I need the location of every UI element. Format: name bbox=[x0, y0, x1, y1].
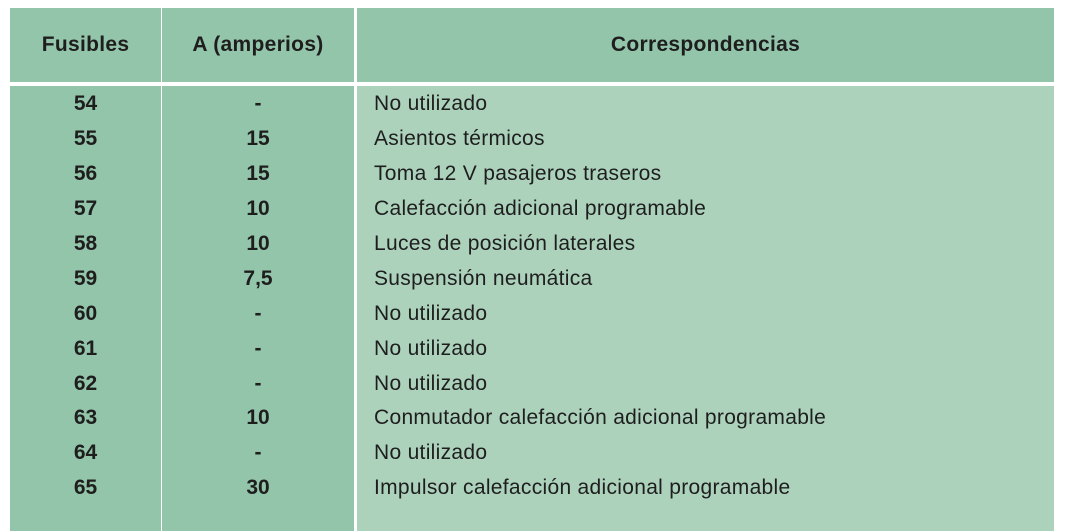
cell-fusible: 65 bbox=[73, 476, 98, 500]
cell-amperios: 30 bbox=[246, 476, 270, 500]
cell-correspondencia: No utilizado bbox=[374, 371, 488, 395]
cell-amperios: 7,5 bbox=[243, 266, 273, 290]
table-row bbox=[10, 122, 1054, 157]
cell-correspondencia: Calefacción adicional programable bbox=[374, 197, 707, 221]
cell-amperios: - bbox=[254, 371, 262, 395]
header-amperios: A (amperios) bbox=[162, 8, 354, 82]
table-row bbox=[10, 436, 1054, 471]
cell-correspondencia: No utilizado bbox=[374, 336, 488, 360]
cell-correspondencia: No utilizado bbox=[374, 441, 488, 465]
cell-amperios: 10 bbox=[246, 197, 270, 221]
cell-correspondencia: Asientos térmicos bbox=[374, 127, 545, 151]
cell-amperios: 15 bbox=[246, 127, 270, 151]
cell-correspondencia: Toma 12 V pasajeros traseros bbox=[374, 162, 662, 186]
cell-correspondencia: Suspensión neumática bbox=[374, 266, 593, 290]
table-row bbox=[10, 296, 1054, 331]
cell-amperios: - bbox=[254, 336, 262, 360]
cell-correspondencia: No utilizado bbox=[374, 92, 488, 116]
cell-correspondencia: Conmutador calefacción adicional programable bbox=[374, 406, 827, 430]
table-row bbox=[10, 87, 1054, 122]
cell-fusible: 58 bbox=[73, 232, 98, 255]
header-correspondencias: Correspondencias bbox=[357, 8, 1054, 82]
cell-correspondencia: No utilizado bbox=[374, 301, 488, 325]
cell-correspondencia: Luces de posición laterales bbox=[374, 232, 636, 255]
table-row bbox=[10, 401, 1054, 436]
cell-fusible: 56 bbox=[73, 162, 98, 186]
cell-fusible: 63 bbox=[73, 406, 98, 430]
table-row bbox=[10, 192, 1054, 227]
cell-amperios: - bbox=[254, 441, 262, 465]
cell-amperios: - bbox=[254, 301, 262, 325]
header-fusibles: Fusibles bbox=[10, 8, 161, 82]
cell-fusible: 54 bbox=[73, 92, 98, 116]
table-row bbox=[10, 227, 1054, 262]
cell-correspondencia: Impulsor calefacción adicional programable bbox=[374, 476, 791, 500]
table-row bbox=[10, 471, 1054, 506]
table-row bbox=[10, 261, 1054, 296]
cell-fusible: 62 bbox=[73, 371, 98, 395]
cell-fusible: 59 bbox=[73, 266, 98, 290]
cell-amperios: 15 bbox=[246, 162, 270, 186]
table-row bbox=[10, 331, 1054, 366]
table-header bbox=[10, 8, 1054, 82]
cell-fusible: 64 bbox=[73, 441, 98, 465]
cell-fusible: 57 bbox=[73, 197, 98, 221]
cell-amperios: 10 bbox=[246, 406, 270, 430]
cell-amperios: 10 bbox=[246, 232, 270, 255]
cell-fusible: 60 bbox=[73, 301, 98, 325]
cell-amperios: - bbox=[254, 92, 262, 116]
cell-fusible: 61 bbox=[73, 336, 98, 360]
table-row bbox=[10, 157, 1054, 192]
cell-fusible: 55 bbox=[73, 127, 98, 151]
table-body bbox=[10, 87, 1054, 506]
table-row bbox=[10, 366, 1054, 401]
fuse-table bbox=[10, 8, 1054, 531]
